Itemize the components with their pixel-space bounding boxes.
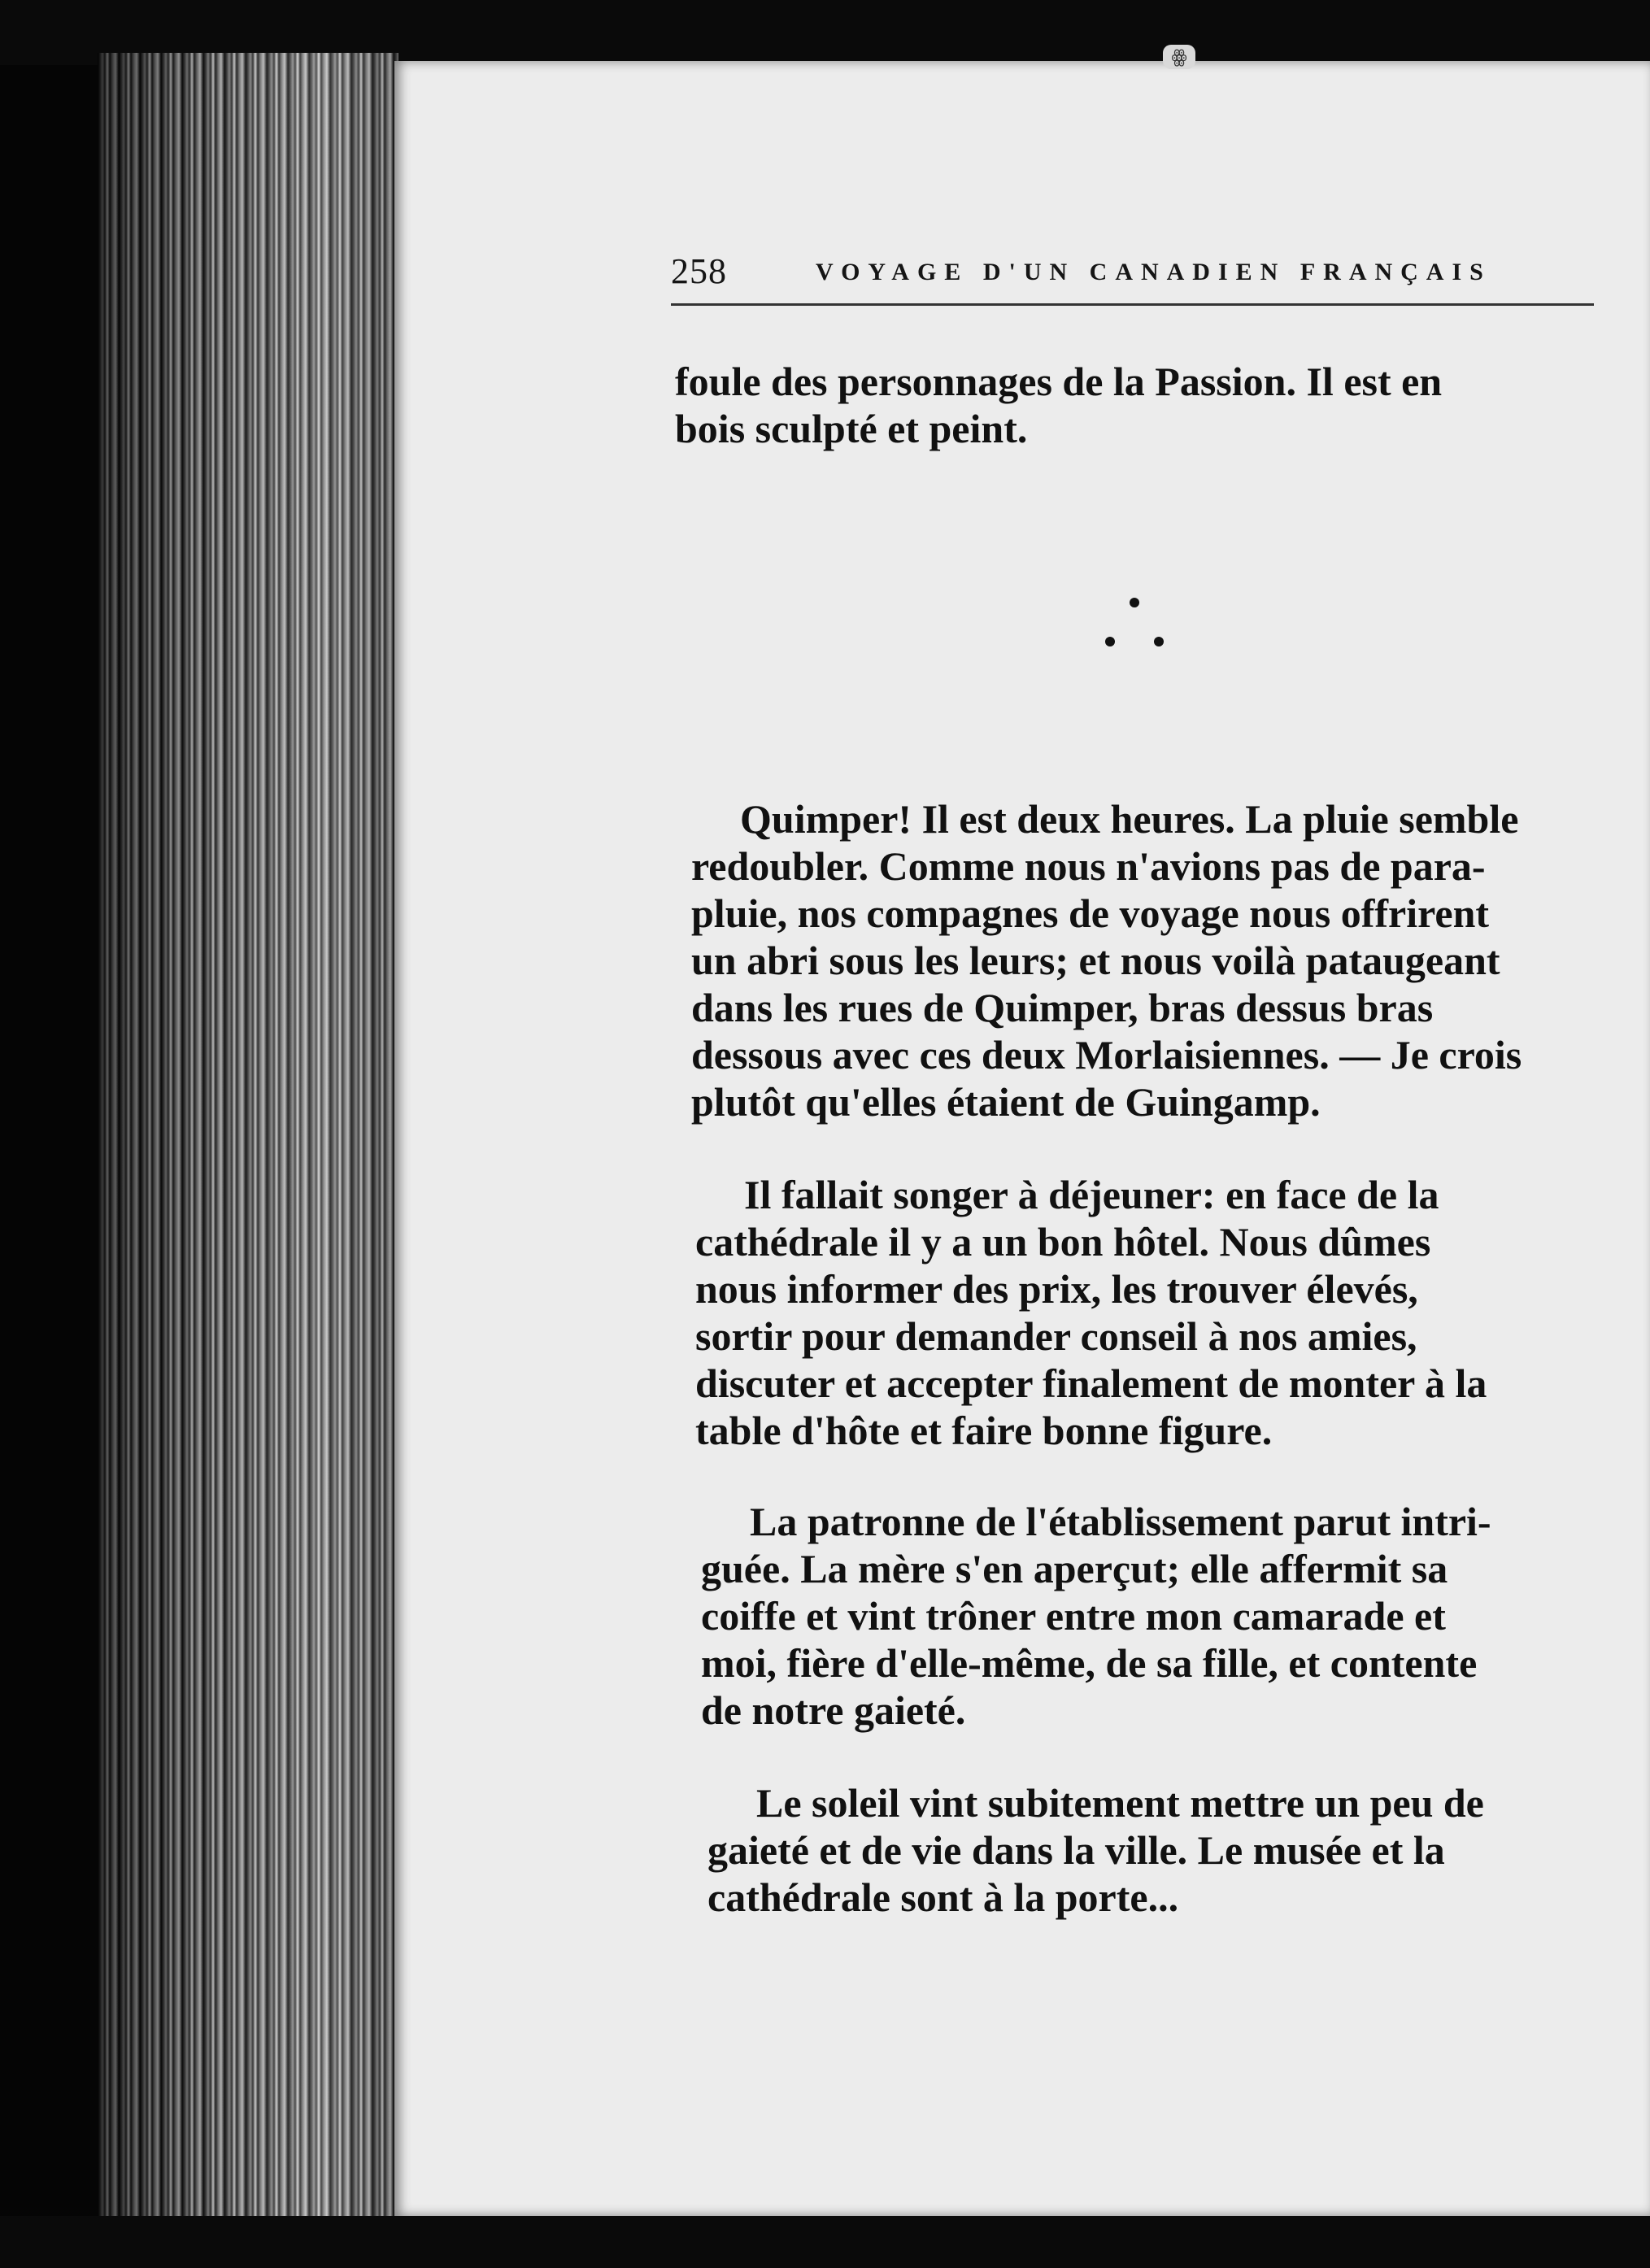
text-line: La patronne de l'établissement parut intri- [750, 1499, 1491, 1544]
continuation-paragraph [675, 358, 1598, 452]
paragraph [701, 1498, 1620, 1734]
text-line: Quimper! Il est deux heures. La pluie semble [740, 796, 1519, 842]
text-line: table d'hôte et faire bonne figure. [695, 1408, 1273, 1453]
text-line: un abri sous les leurs; et nous voilà pataugeant [691, 938, 1500, 983]
page-header [671, 250, 1590, 299]
text-line: foule des personnages de la Passion. Il est en [675, 359, 1443, 404]
text-line: plutôt qu'elles étaient de Guingamp. [691, 1079, 1321, 1125]
text-line: cathédrale il y a un bon hôtel. Nous dûmes [695, 1219, 1431, 1265]
text-line: moi, fière d'elle-même, de sa fille, et contente [701, 1640, 1478, 1686]
text-line: coiffe et vint trôner entre mon camarade et [701, 1593, 1446, 1639]
text-line: cathédrale sont à la porte... [707, 1874, 1179, 1920]
book-page-edges [98, 53, 398, 2216]
page-number: 258 [671, 251, 727, 291]
scan-border-bottom [0, 2216, 1650, 2268]
paragraph [691, 795, 1610, 1125]
asterism-icon [1102, 598, 1167, 655]
text-line: Il fallait songer à déjeuner: en face de la [744, 1172, 1439, 1217]
text-line: de notre gaieté. [701, 1687, 966, 1733]
text-line: dessous avec ces deux Morlaisiennes. — Je crois [691, 1032, 1522, 1077]
text-line: guée. La mère s'en aperçut; elle affermit sa [701, 1546, 1448, 1591]
text-line: gaieté et de vie dans la ville. Le musée et la [707, 1827, 1445, 1873]
text-line: Le soleil vint subitement mettre un peu de [756, 1780, 1484, 1826]
paragraph [695, 1171, 1614, 1454]
text-line: discuter et accepter finalement de monter à la [695, 1360, 1487, 1406]
text-line: pluie, nos compagnes de voyage nous offrirent [691, 890, 1490, 936]
running-head: VOYAGE D'UN CANADIEN FRANÇAIS [816, 259, 1491, 285]
header-rule [671, 303, 1594, 306]
text-line: redoubler. Comme nous n'avions pas de para- [691, 843, 1486, 889]
text-line: dans les rues de Quimper, bras dessus bras [691, 985, 1434, 1030]
paragraph [707, 1779, 1626, 1921]
text-line: sortir pour demander conseil à nos amies, [695, 1313, 1417, 1359]
binding-mark-icon: ꙮ [1163, 45, 1195, 69]
text-line: nous informer des prix, les trouver élevés, [695, 1266, 1418, 1312]
text-line: bois sculpté et peint. [675, 406, 1028, 451]
